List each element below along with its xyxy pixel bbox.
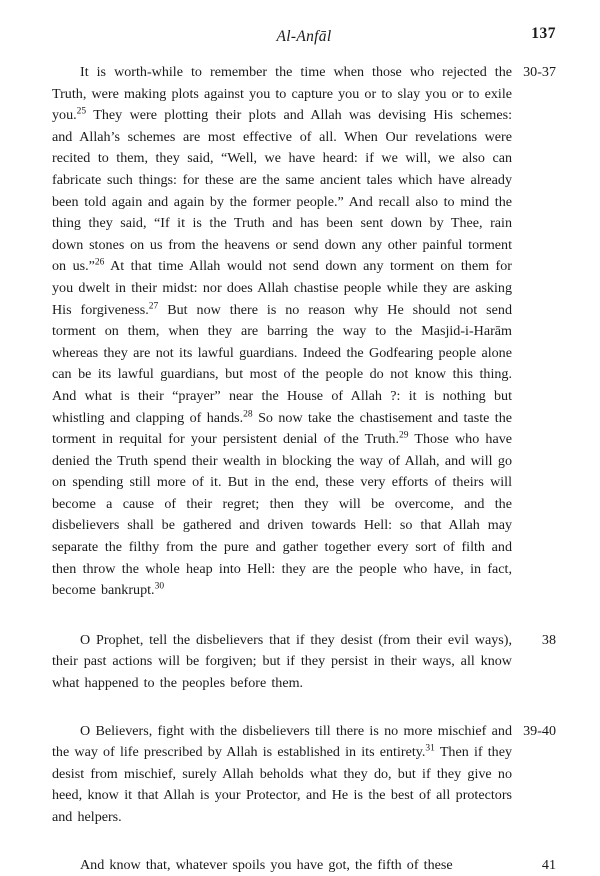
page-header [52, 22, 556, 56]
verse-range-4: 41 [541, 856, 556, 873]
page-body [52, 62, 556, 876]
paragraph-2-text: O Prophet, tell the disbelievers that if they desist (from their evil ways), their past actions will be forgiven; but if they persist in their ways, all know what happened to the peoples before them. [52, 631, 512, 692]
paragraph-spacer-2 [52, 709, 556, 721]
paragraph-3-text: O Believers, fight with the disbelievers till there is no more mischief and the way of life prescribed by Allah is established in its entirety.$^{31}$ Then if they desist from mischief, surely Allah beholds what they do, but if they give no heed, know it that Allah is your Protector, and He is the best of all protectors and helpers. [52, 722, 513, 825]
paragraph-2 [52, 630, 556, 695]
paragraph-1-text: It is worth-while to remember the time when those who rejected the Truth, were making plots against you to capture you or to slay you or to exile you.$^{25}$ They were plotting their plots and Allah was devising His schemes: and Allah’s schemes are most effective of all. When Our revelations were recited to them, they said, “Well, we have heard: if we will, we also can fabricate such things: for these are the same ancient tales which have already been told again and again by the former people.” And recall also to mind the thing they said, “If it is the Truth and has been sent down by Thee, rain down stones on us from the heavens or send down any other painful torment on us.”$^{26}$ At that time Allah would not send down any torment on them for you dwelt in their midst: nor does Allah chastise people while they are asking His forgiveness.$^{27}$ But now there is no reason why He should not send torment on them, when they are barring the way to the Masjid-i-Harām whereas they are not its lawful guardians. Indeed the Godfearing people alone can be its lawful guardians, but most of the people do not know this thing. And what is their “prayer” near the House of Allah ?: it is nothing but whistling and clapping of hands.$^{28}$ So now take the chastisement and taste the torment in requital for your persistent denial of the Truth.$^{29}$ Those who have denied the Truth spend their wealth in blocking the way of Allah, and will go on spending still more of it. But in the end, these very efforts of theirs will become a cause of their regret; then they will be overcome, and the disbelievers shall be gathered and driven towards Hell: so that Allah may separate the filthy from the pure and gather together every sort of filth and then throw the whole heap into Hell: they are the people who have, in fact, become bankrupt.$^{30}$ [52, 64, 513, 599]
verse-range-3: 39-40 [523, 722, 556, 739]
paragraph-4 [52, 855, 556, 876]
paragraph-3 [52, 721, 556, 829]
surah-title: Al-Anfāl [276, 28, 332, 45]
paragraph-spacer-1 [52, 616, 556, 630]
verse-range-2: 38 [541, 631, 556, 648]
paragraph-1 [52, 62, 556, 602]
page-number: 137 [531, 25, 556, 42]
verse-range-1: 30-37 [523, 64, 556, 80]
paragraph-4-text: And know that, whatever spoils you have got, the fifth of these [80, 856, 453, 873]
paragraph-spacer-3 [52, 843, 556, 855]
